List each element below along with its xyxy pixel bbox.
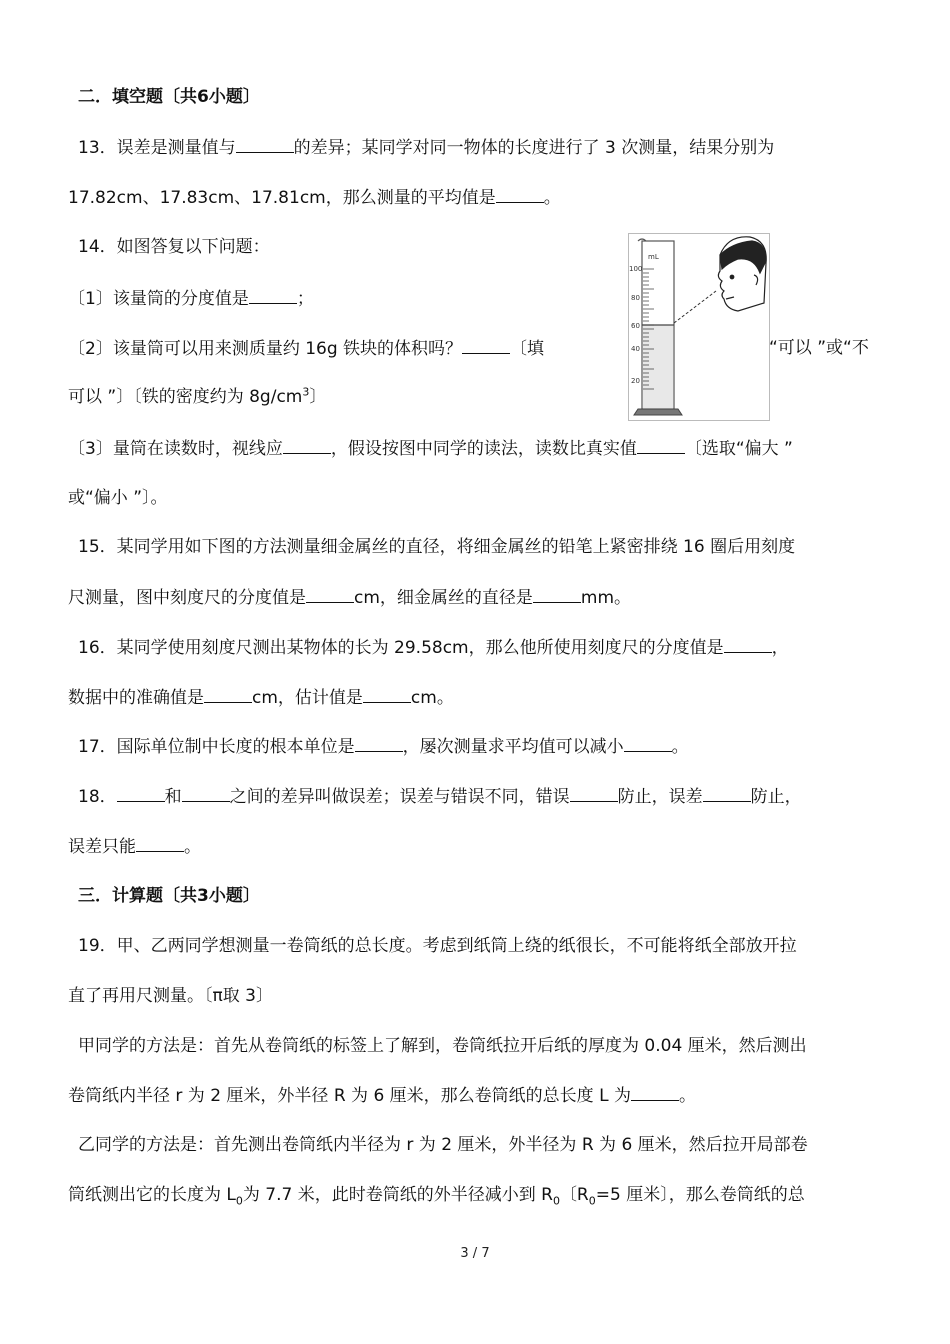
- q18-blank-1[interactable]: [117, 785, 165, 802]
- tick-label-80: 80: [631, 294, 640, 302]
- q16-line2: 数据中的准确值是 cm，估计值是 cm。: [68, 688, 454, 708]
- q14-part3-line2: 或“偏小 ”〕。: [68, 488, 168, 508]
- q19-line3: 甲同学的方法是：首先从卷筒纸的标签上了解到，卷筒纸拉开后纸的厚度为 0.04 厘米，然后测出: [78, 1036, 807, 1056]
- q16-blank-2[interactable]: [204, 686, 252, 703]
- tick-label-100: 100: [629, 265, 643, 273]
- q13-blank-2[interactable]: [496, 186, 544, 203]
- q19-line2: 直了再用尺测量。〔π取 3〕: [68, 986, 273, 1006]
- q14-blank-3[interactable]: [283, 437, 331, 454]
- q19-line6: 筒纸测出它的长度为 $L_0$为 7.7 米，此时卷筒纸的外半径减小到 $R_0$〔$R_0=5$ 厘米〕，那么卷筒纸的总: [68, 1185, 805, 1208]
- q19-line1: 19．甲、乙两同学想测量一卷筒纸的总长度。考虑到纸筒上绕的纸很长，不可能将纸全部放开拉: [78, 936, 797, 956]
- q15-blank-1[interactable]: [306, 586, 354, 603]
- q14-part3-line1: 〔3〕量筒在读数时，视线应 ，假设按图中同学的读法，读数比真实值 〔选取“偏大 ”: [68, 439, 793, 459]
- q14-part2-line1: 〔2〕该量筒可以用来测质量约 16g 铁块的体积吗？ 〔填: [68, 339, 545, 359]
- q14-part2-line2: 可以 ”〕〔铁的密度约为 $8g/cm^3$〕: [68, 385, 327, 407]
- tick-label-40: 40: [631, 345, 640, 353]
- q15-line1: 15．某同学用如下图的方法测量细金属丝的直径，将细金属丝的铅笔上紧密排绕 16 圈后用刻度: [78, 537, 796, 557]
- q17-line1: 17．国际单位制中长度的根本单位是 ，屡次测量求平均值可以减小 。: [78, 737, 689, 757]
- q19-blank-1[interactable]: [631, 1084, 679, 1101]
- q17-blank-2[interactable]: [624, 735, 672, 752]
- q14-blank-2[interactable]: [462, 337, 510, 354]
- q14-blank-4[interactable]: [637, 437, 685, 454]
- q18-line2: 误差只能 。: [68, 837, 201, 857]
- q19-line5: 乙同学的方法是：首先测出卷筒纸内半径为 r 为 2 厘米，外半径为 R 为 6 厘米，然后拉开局部卷: [78, 1135, 808, 1155]
- q14-part2-line1-right: “可以 ”或“不: [769, 338, 869, 358]
- q18-blank-2[interactable]: [182, 785, 230, 802]
- q13-blank-1[interactable]: [236, 136, 294, 153]
- measuring-cylinder-figure: [628, 233, 770, 421]
- q19-line4: 卷筒纸内半径 r 为 2 厘米，外半径 R 为 6 厘米，那么卷筒纸的总长度 L 为 。: [68, 1086, 696, 1106]
- q18-blank-5[interactable]: [136, 835, 184, 852]
- q18-line1: 18． 和 之间的差异叫做误差；误差与错误不同，错误 防止，误差 防止，: [78, 787, 802, 807]
- liquid: [643, 325, 673, 408]
- tick-label-20: 20: [631, 377, 640, 385]
- cylinder-base: [634, 409, 682, 415]
- q16-line1: 16．某同学使用刻度尺测出某物体的长为 29.58cm，那么他所使用刻度尺的分度值是 ，: [78, 638, 789, 658]
- q17-blank-1[interactable]: [355, 735, 403, 752]
- person-head: [718, 237, 766, 311]
- q16-blank-3[interactable]: [363, 686, 411, 703]
- section-3-heading: 三．计算题〔共3小题〕: [78, 886, 260, 906]
- q15-blank-2[interactable]: [533, 586, 581, 603]
- section-2-heading: 二．填空题〔共6小题〕: [78, 87, 260, 107]
- page-number: 3 / 7: [460, 1246, 490, 1261]
- tick-label-60: 60: [631, 322, 640, 330]
- q14-part1: 〔1〕该量筒的分度值是 ；: [68, 289, 314, 309]
- q15-line2: 尺测量，图中刻度尺的分度值是 cm，细金属丝的直径是 mm。: [68, 588, 632, 608]
- q18-blank-3[interactable]: [570, 785, 618, 802]
- q14-intro: 14．如图答复以下问题：: [78, 237, 270, 257]
- q16-blank-1[interactable]: [724, 636, 772, 653]
- cylinder-illustration: [628, 233, 770, 421]
- q18-blank-4[interactable]: [703, 785, 751, 802]
- q13-line2: 17.82cm、17.83cm、17.81cm，那么测量的平均值是 。: [68, 188, 561, 208]
- q13-line1: 13．误差是测量值与 的差异；某同学对同一物体的长度进行了 3 次测量，结果分别为: [78, 138, 775, 158]
- q14-blank-1[interactable]: [249, 287, 297, 304]
- unit-label: mL: [648, 253, 659, 261]
